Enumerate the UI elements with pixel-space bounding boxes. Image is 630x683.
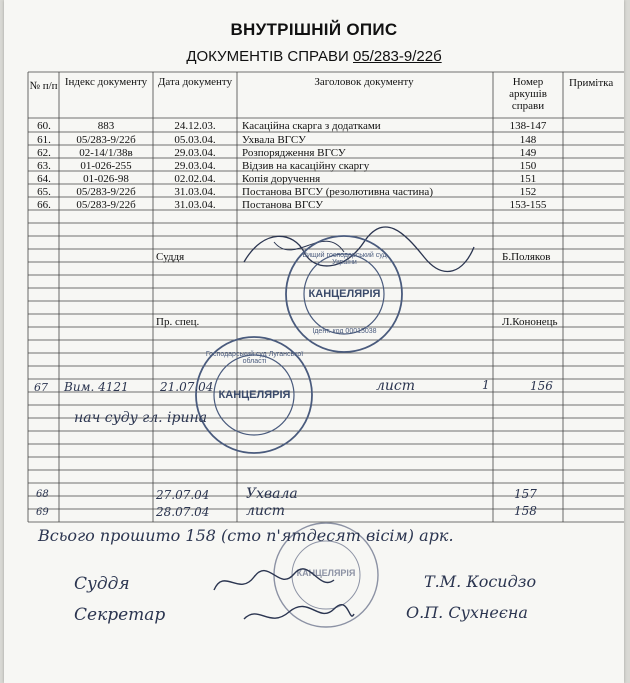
row-sheets: 151 [519,173,537,185]
hand-row67-heading: лист [376,378,416,394]
hand-row68-date: 27.07.04 [156,488,210,502]
row-no: 60. [37,120,51,132]
hand-row68-sheets: 157 [514,487,537,501]
hand-row67-one: 1 [482,378,490,392]
row-date: 02.02.04. [174,173,216,185]
hand-row68-heading: Ухвала [246,486,298,502]
row-index: 05/283-9/22б [76,186,136,198]
document-page [4,0,624,683]
row-sheets: 150 [519,160,537,172]
row-date: 31.03.04. [174,199,216,211]
judge-label: Суддя [156,251,185,263]
hand-row69-no: 69 [36,507,49,518]
row-no: 66. [37,199,51,211]
stamp-1-code: Ідент. код 00015038 [312,328,377,335]
stamp-2 [192,333,317,458]
row-heading: Ухвала ВГСУ [242,134,306,146]
row-index: 02-14/1/38в [79,147,133,159]
row-index: 01-026-98 [83,173,129,185]
row-index: 05/283-9/22б [76,134,136,146]
hand-secretary-name: О.П. Сухнеєна [406,603,528,622]
hand-row67-date: 21.07.04 [160,380,214,394]
hand-row67-index: Вим. 4121 [64,380,129,394]
hand-secretary-scribble [239,594,359,634]
hand-judge-name: Т.М. Косидзо [424,572,537,591]
stamp-2-center: КАНЦЕЛЯРІЯ [218,389,291,401]
hand-row68-no: 68 [36,489,49,500]
row-no: 65. [37,186,51,198]
row-date: 31.03.04. [174,186,216,198]
row-date: 29.03.04. [174,147,216,159]
hand-judge-label: Суддя [74,574,130,594]
row-date: 05.03.04. [174,134,216,146]
hand-row67-sheets: 156 [530,379,553,393]
judge-name: Б.Поляков [502,251,551,263]
row-index: 05/283-9/22б [76,199,136,211]
col-header-heading: Заголовок документу [314,76,414,88]
row-no: 62. [37,147,51,159]
row-no: 64. [37,173,51,185]
hand-row67-no: 67 [34,381,48,394]
row-heading: Касаційна скарга з додатками [242,120,381,132]
row-heading: Постанова ВГСУ [242,199,324,211]
col-header-no: № п/п [29,80,58,92]
row-sheets: 149 [519,147,537,159]
col-header-note: Примітка [569,77,614,89]
stamp-1-center: КАНЦЕЛЯРІЯ [308,288,381,300]
document-title: ВНУТРІШНІЙ ОПИС [230,20,398,39]
row-date: 24.12.03. [174,120,216,132]
row-heading: Відзив на касаційну скаргу [242,160,370,172]
row-date: 29.03.04. [174,160,216,172]
col-header-date: Дата документу [157,76,233,88]
stamp-2-ring-text: Господарський суд Луганської області [205,351,304,365]
secretary-label: Пр. спец. [156,316,200,328]
hand-row67-continuation: нач суду гл. ірина [74,410,208,426]
row-sheets: 148 [519,134,537,146]
hand-total: Всього прошито 158 (сто п'ятдесят вісім) арк. [38,526,454,545]
row-sheets: 153-155 [509,199,547,211]
row-sheets: 152 [519,186,537,198]
stamp-1-ring-text: Вищий господарський суд України [302,252,387,266]
hand-row69-sheets: 158 [514,504,537,518]
row-heading: Постанова ВГСУ (резолютивна частина) [242,186,433,198]
col-header-index: Індекс документу [64,76,148,88]
row-heading: Копія доручення [242,173,321,185]
hand-row69-heading: лист [246,503,286,519]
secretary-name: Л.Кононець [502,316,558,328]
col-header-sheets: Номер аркушів справи [509,76,547,112]
row-no: 63. [37,160,51,172]
row-index: 883 [97,120,115,132]
stamp-3-center: КАНЦЕЛЯРІЯ [296,568,356,578]
row-index: 01-026-255 [80,160,132,172]
hand-secretary-label: Секретар [74,605,166,625]
subtitle-prefix: ДОКУМЕНТІВ СПРАВИ [186,48,353,65]
row-sheets: 138-147 [509,120,547,132]
case-number: 05/283-9/22б [353,48,442,65]
row-heading: Розпорядження ВГСУ [242,147,346,159]
row-no: 61. [37,134,51,146]
hand-row69-date: 28.07.04 [156,505,210,519]
